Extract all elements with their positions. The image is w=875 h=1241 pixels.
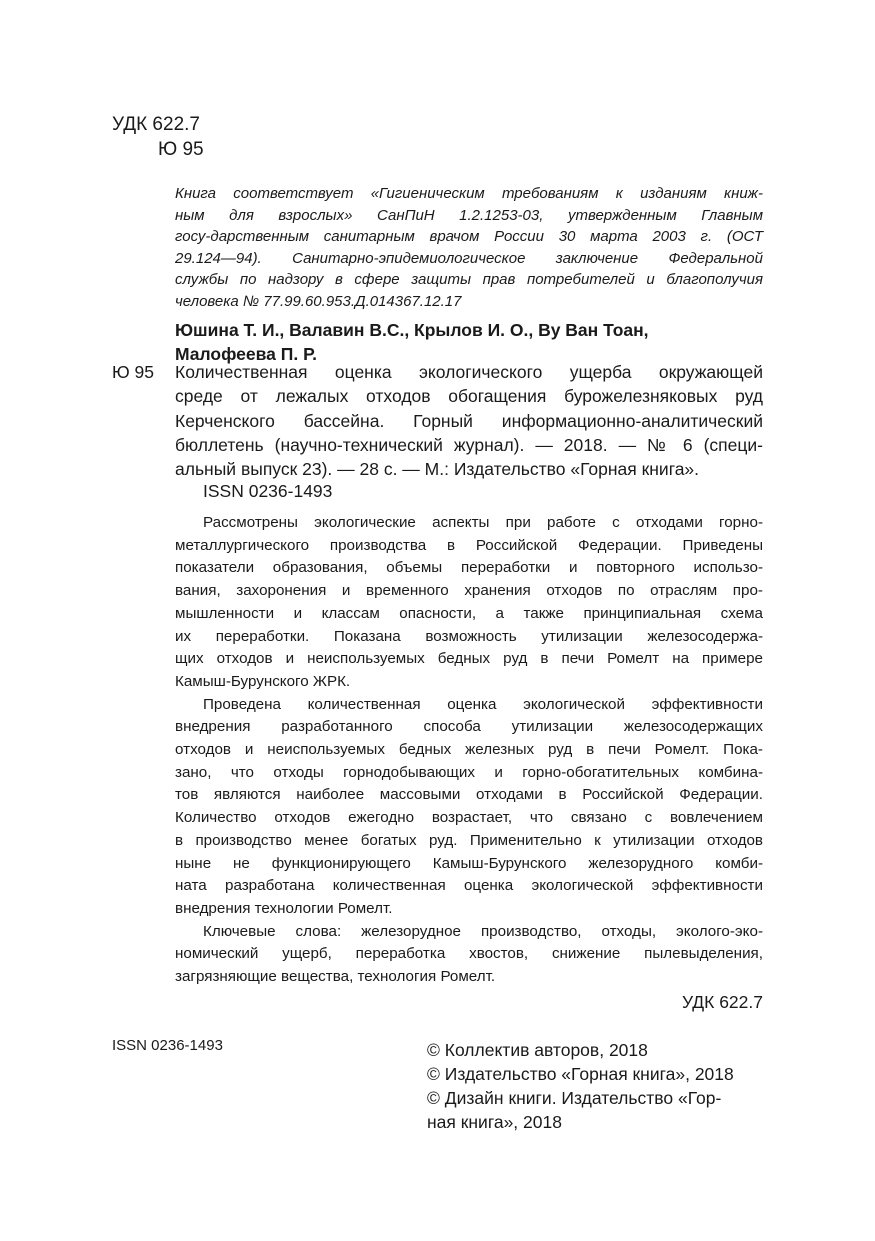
abstract-line: вания, захоронения и временного хранения отходов по отраслям про-: [175, 582, 763, 600]
hygiene-line: ным для взрослых» СанПиН 1.2.1253-03, утвержденным Главным: [175, 206, 763, 224]
authors-line: Юшина Т. И., Валавин В.С., Крылов И. О., Ву Ван Тоан,: [175, 320, 649, 340]
hygiene-line: службы по надзору в сфере защиты прав потребителей и благополучия: [175, 271, 763, 289]
authors-line: Малофеева П. Р.: [175, 344, 317, 364]
udk-top-block: [112, 112, 204, 162]
hygiene-line: человека № 77.99.60.953.Д.014367.12.17: [175, 293, 462, 310]
author-sign-code: Ю 95: [158, 139, 204, 160]
biblio-line: среде от лежалых отходов обогащения бурожелезняковых руд: [175, 386, 763, 407]
abstract-line: показатели образования, объемы переработки и повторного использо-: [175, 559, 763, 577]
abstract-line: ныне не функционирующего Камыш-Бурунского железорудного комби-: [175, 854, 763, 872]
copyright-line: © Издательство «Горная книга», 2018: [427, 1064, 734, 1084]
hygiene-line: Книга соответствует «Гигиеническим требованиям к изданиям книж-: [175, 185, 763, 202]
copyright-line: ная книга», 2018: [427, 1112, 562, 1132]
abstract-line: их переработки. Показана возможность утилизации железосодержа-: [175, 627, 763, 645]
abstract-line: Количество отходов ежегодно возрастает, что связано с вовлечением: [175, 809, 763, 827]
abstract-line: мышленности и классам опасности, а также принципиальная схема: [175, 604, 763, 622]
abstract-line: в производство менее богатых руд. Применительно к утилизации отходов: [175, 831, 763, 849]
abstract-line: ната разработана количественная оценка экологической эффективности: [175, 877, 763, 895]
copyright-line: © Дизайн книги. Издательство «Гор-: [427, 1088, 722, 1108]
issn-bottom: ISSN 0236-1493: [112, 1037, 223, 1054]
keywords-line: Ключевые слова: железорудное производство, отходы, эколого-эко-: [203, 922, 763, 940]
udk-bottom: УДК 622.7: [681, 992, 763, 1012]
keywords-line: загрязняющие вещества, технология Ромелт.: [175, 968, 496, 985]
biblio-line: Количественная оценка экологического ущерба окружающей: [175, 362, 763, 382]
abstract-line: внедрения технологии Ромелт.: [175, 899, 393, 917]
abstract-line: Камыш-Бурунского ЖРК.: [175, 672, 351, 690]
abstract-line: тов являются наиболее массовыми отходами в Российской Федерации.: [175, 786, 763, 804]
abstract-line: Проведена количественная оценка экологической эффективности: [203, 695, 763, 713]
hygiene-line: 29.124—94). Санитарно-эпидемиологическое заключение Федеральной: [175, 249, 763, 267]
abstract-line: Рассмотрены экологические аспекты при работе с отходами горно-: [203, 514, 763, 531]
keywords-line: номический ущерб, переработка хвостов, снижение пылевыделения,: [175, 945, 763, 963]
abstract-line: зано, что отходы горнодобывающих и горно-обогатительных комбина-: [175, 763, 763, 781]
abstract-line: металлургического производства в Российской Федерации. Приведены: [175, 536, 763, 554]
abstract-line: отходов и неиспользуемых бедных железных руд в печи Ромелт. Пока-: [175, 741, 763, 758]
hygiene-line: госу-дарственным санитарным врачом России 30 марта 2003 г. (ОСТ: [175, 228, 763, 246]
abstract-line: внедрения разработанного способа утилизации железосодержащих: [175, 718, 763, 736]
abstract-line: щих отходов и неиспользуемых бедных руд в печи Ромелт на примере: [175, 650, 763, 668]
biblio-line: альный выпуск 23). — 28 с. — М.: Издательство «Горная книга».: [175, 459, 700, 480]
biblio-line: бюллетень (научно-технический журнал). — 2018. — № 6 (специ-: [175, 434, 763, 455]
issn-middle: ISSN 0236-1493: [203, 481, 333, 501]
biblio-line: Керченского бассейна. Горный информационно-аналитический: [175, 410, 763, 431]
copyright-line: © Коллектив авторов, 2018: [427, 1040, 648, 1060]
biblio-author-sign: Ю 95: [112, 362, 155, 382]
udk-code: УДК 622.7: [112, 114, 200, 135]
